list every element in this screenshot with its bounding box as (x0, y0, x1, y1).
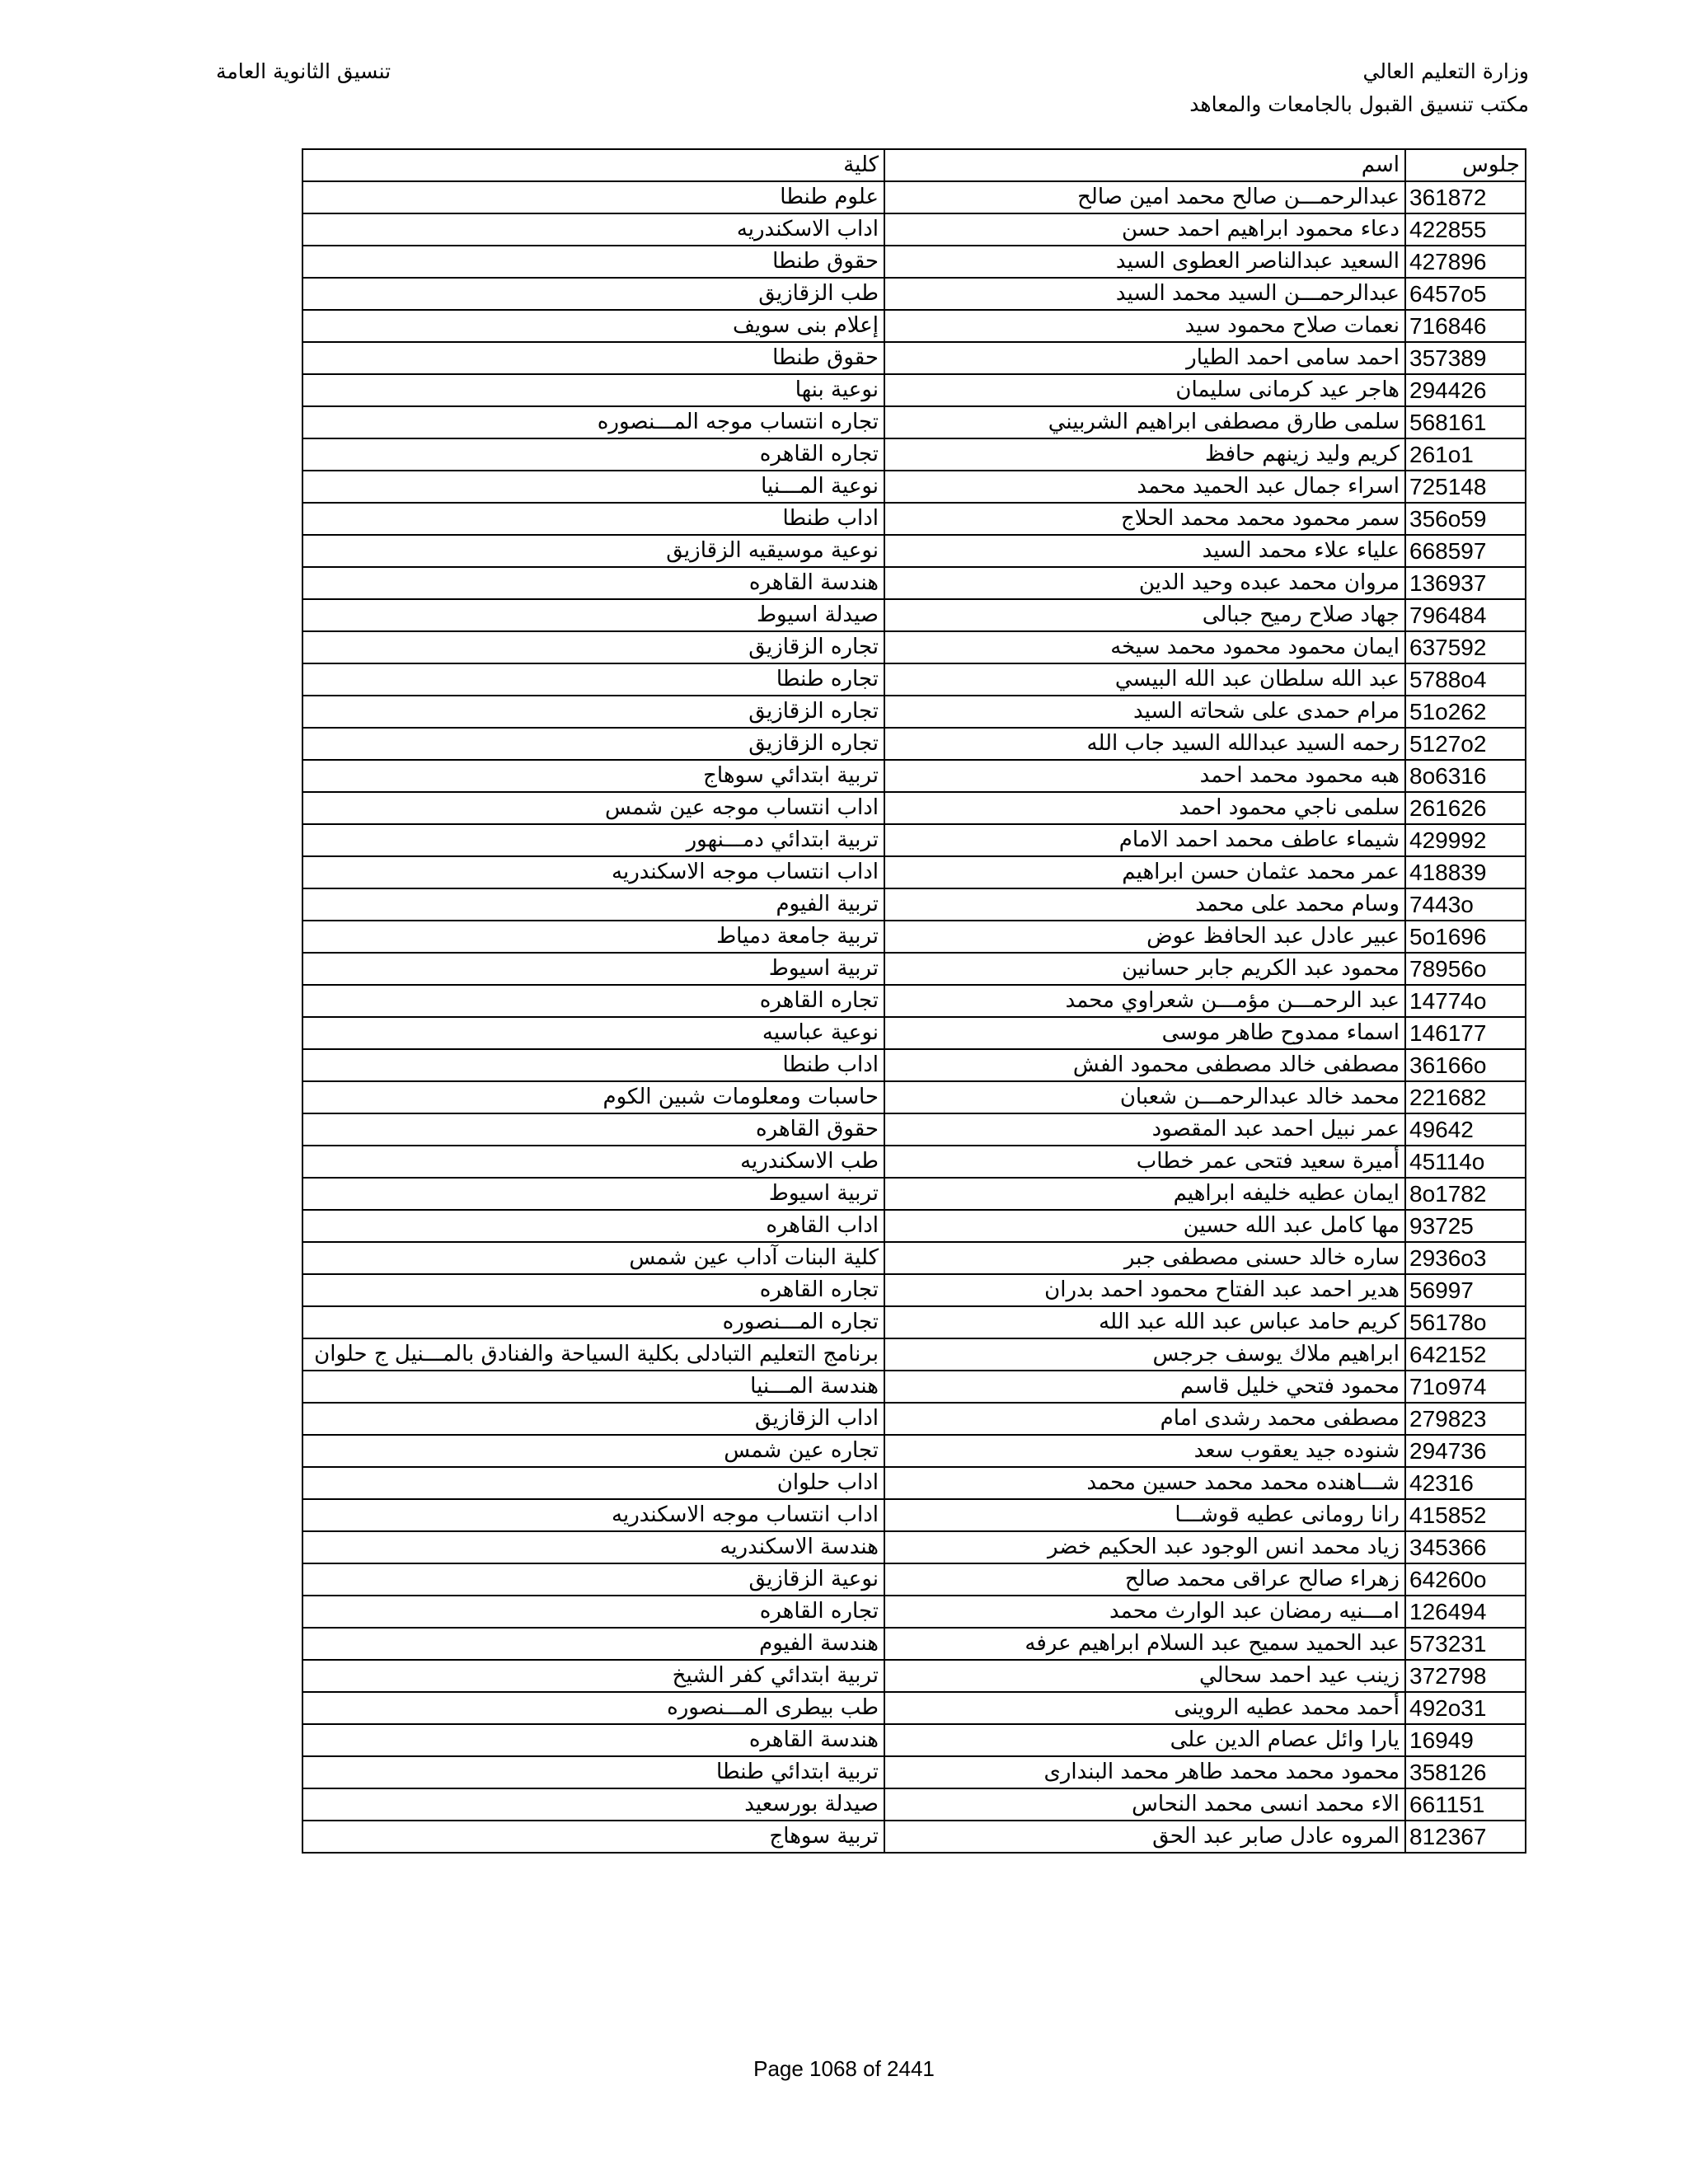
ministry-title: وزارة التعليم العالي (1362, 59, 1529, 83)
table-row (302, 213, 1526, 246)
table-row (302, 438, 1526, 471)
faculty-cell: تجاره انتساب موجه المـــنصوره (302, 406, 884, 438)
name-cell: كريم حامد عباس عبد الله عبد الله (884, 1306, 1405, 1338)
name-cell: مرام حمدى على شحاته السيد (884, 696, 1405, 728)
seat-number-cell: 2936o3 (1405, 1242, 1526, 1274)
table-row (302, 246, 1526, 278)
name-cell: السعيد عبدالناصر العطوى السيد (884, 246, 1405, 278)
seat-number-cell: 261626 (1405, 792, 1526, 824)
seat-number-cell: 427896 (1405, 246, 1526, 278)
faculty-cell: نوعية بنها (302, 374, 884, 406)
faculty-cell: صيدلة اسيوط (302, 599, 884, 631)
name-cell: مروان محمد عبده وحيد الدين (884, 567, 1405, 599)
seat-number-cell: 279823 (1405, 1403, 1526, 1435)
column-header-name: اسم (884, 149, 1405, 181)
seat-number-cell: 136937 (1405, 567, 1526, 599)
faculty-cell: تجاره القاهره (302, 985, 884, 1017)
seat-number-cell: 429992 (1405, 824, 1526, 856)
name-cell: امـــنيه رمضان عبد الوارث محمد (884, 1596, 1405, 1628)
table-row (302, 1821, 1526, 1853)
seat-number-cell: 357389 (1405, 342, 1526, 374)
seat-number-cell: 725148 (1405, 471, 1526, 503)
name-cell: يارا وائل عصام الدين على (884, 1724, 1405, 1756)
faculty-cell: تربية سوهاج (302, 1821, 884, 1853)
table-row (302, 631, 1526, 663)
seat-number-cell: 492o31 (1405, 1692, 1526, 1724)
faculty-cell: اداب الاسكندريه (302, 213, 884, 246)
seat-number-cell: 56178o (1405, 1306, 1526, 1338)
table-header-row (302, 149, 1526, 181)
name-cell: اسماء ممدوح طاهر موسى (884, 1017, 1405, 1049)
seat-number-cell: 5127o2 (1405, 728, 1526, 760)
table-row (302, 1306, 1526, 1338)
seat-number-cell: 716846 (1405, 310, 1526, 342)
faculty-cell: نوعية الزقازيق (302, 1563, 884, 1596)
faculty-cell: تجاره طنطا (302, 663, 884, 696)
seat-number-cell: 372798 (1405, 1660, 1526, 1692)
table-row (302, 760, 1526, 792)
seat-number-cell: 568161 (1405, 406, 1526, 438)
seat-number-cell: 668597 (1405, 535, 1526, 567)
faculty-cell: تجاره الزقازيق (302, 696, 884, 728)
table-row (302, 406, 1526, 438)
faculty-cell: طب الزقازيق (302, 278, 884, 310)
faculty-cell: تجاره عين شمس (302, 1435, 884, 1467)
seat-number-cell: 345366 (1405, 1531, 1526, 1563)
name-cell: المروه عادل صابر عبد الحق (884, 1821, 1405, 1853)
name-cell: ساره خالد حسنى مصطفى جبر (884, 1242, 1405, 1274)
column-header-faculty: كلية (302, 149, 884, 181)
name-cell: وسام محمد على محمد (884, 888, 1405, 921)
faculty-cell: اداب الزقازيق (302, 1403, 884, 1435)
name-cell: رانا رومانى عطيه قوشـــا (884, 1499, 1405, 1531)
faculty-cell: تربية الفيوم (302, 888, 884, 921)
name-cell: نعمات صلاح محمود سيد (884, 310, 1405, 342)
seat-number-cell: 8o6316 (1405, 760, 1526, 792)
name-cell: سلمى طارق مصطفى ابراهيم الشربيني (884, 406, 1405, 438)
seat-number-cell: 45114o (1405, 1146, 1526, 1178)
name-cell: ابراهيم ملاك يوسف جرجس (884, 1338, 1405, 1371)
table-body (302, 181, 1526, 1853)
table-row (302, 1371, 1526, 1403)
name-cell: شيماء عاطف محمد احمد الامام (884, 824, 1405, 856)
table-row (302, 503, 1526, 535)
seat-number-cell: 56997 (1405, 1274, 1526, 1306)
seat-number-cell: 221682 (1405, 1081, 1526, 1113)
table-row (302, 1081, 1526, 1113)
seat-number-cell: 637592 (1405, 631, 1526, 663)
seat-number-cell: 16949 (1405, 1724, 1526, 1756)
faculty-cell: تجاره المـــنصوره (302, 1306, 884, 1338)
faculty-cell: كلية البنات آداب عين شمس (302, 1242, 884, 1274)
name-cell: هاجر عيد كرمانى سليمان (884, 374, 1405, 406)
seat-number-cell: 71o974 (1405, 1371, 1526, 1403)
seat-number-cell: 64260o (1405, 1563, 1526, 1596)
table-row (302, 535, 1526, 567)
table-row (302, 663, 1526, 696)
table-row (302, 921, 1526, 953)
table-row (302, 953, 1526, 985)
results-table (302, 148, 1526, 1854)
faculty-cell: اداب انتساب موجه الاسكندريه (302, 856, 884, 888)
name-cell: ايمان محمود محمود محمد سيخه (884, 631, 1405, 663)
seat-number-cell: 294736 (1405, 1435, 1526, 1467)
faculty-cell: اداب انتساب موجه الاسكندريه (302, 1499, 884, 1531)
faculty-cell: هندسة الفيوم (302, 1628, 884, 1660)
table-row (302, 1531, 1526, 1563)
name-cell: مصطفى محمد رشدى امام (884, 1403, 1405, 1435)
name-cell: عبير عادل عبد الحافظ عوض (884, 921, 1405, 953)
faculty-cell: تربية ابتدائي طنطا (302, 1756, 884, 1788)
table-row (302, 1788, 1526, 1821)
seat-number-cell: 573231 (1405, 1628, 1526, 1660)
name-cell: زياد محمد انس الوجود عبد الحكيم خضر (884, 1531, 1405, 1563)
faculty-cell: برنامج التعليم التبادلى بكلية السياحة والفنادق بالمـــنيل ج حلوان (302, 1338, 884, 1371)
table-row (302, 1435, 1526, 1467)
faculty-cell: علوم طنطا (302, 181, 884, 213)
seat-number-cell: 5o1696 (1405, 921, 1526, 953)
seat-number-cell: 361872 (1405, 181, 1526, 213)
seat-number-cell: 126494 (1405, 1596, 1526, 1628)
seat-number-cell: 422855 (1405, 213, 1526, 246)
faculty-cell: حقوق طنطا (302, 246, 884, 278)
table-row (302, 1017, 1526, 1049)
name-cell: محمود محمد محمد طاهر محمد البندارى (884, 1756, 1405, 1788)
faculty-cell: هندسة الاسكندريه (302, 1531, 884, 1563)
column-header-id: جلوس (1405, 149, 1526, 181)
name-cell: كريم وليد زينهم حافظ (884, 438, 1405, 471)
faculty-cell: تجاره القاهره (302, 438, 884, 471)
faculty-cell: إعلام بنى سويف (302, 310, 884, 342)
table-row (302, 1242, 1526, 1274)
table-row (302, 792, 1526, 824)
seat-number-cell: 93725 (1405, 1210, 1526, 1242)
table-row (302, 1210, 1526, 1242)
name-cell: عبد الله سلطان عبد الله البيسي (884, 663, 1405, 696)
faculty-cell: اداب القاهره (302, 1210, 884, 1242)
faculty-cell: طب بيطرى المـــنصوره (302, 1692, 884, 1724)
name-cell: مصطفى خالد مصطفى محمود الفش (884, 1049, 1405, 1081)
name-cell: زينب عيد احمد سحالي (884, 1660, 1405, 1692)
faculty-cell: طب الاسكندريه (302, 1146, 884, 1178)
seat-number-cell: 796484 (1405, 599, 1526, 631)
faculty-cell: اداب طنطا (302, 1049, 884, 1081)
faculty-cell: اداب طنطا (302, 503, 884, 535)
name-cell: اسراء جمال عبد الحميد محمد (884, 471, 1405, 503)
table-row (302, 278, 1526, 310)
faculty-cell: تربية ابتدائي كفر الشيخ (302, 1660, 884, 1692)
name-cell: أميرة سعيد فتحى عمر خطاب (884, 1146, 1405, 1178)
name-cell: عبد الحميد سميح عبد السلام ابراهيم عرفه (884, 1628, 1405, 1660)
name-cell: عبد الرحمـــن مؤمـــن شعراوي محمد (884, 985, 1405, 1017)
seat-number-cell: 36166o (1405, 1049, 1526, 1081)
faculty-cell: نوعية المـــنيا (302, 471, 884, 503)
name-cell: احمد سامى احمد الطيار (884, 342, 1405, 374)
table-row (302, 1563, 1526, 1596)
table-row (302, 471, 1526, 503)
name-cell: شنوده جيد يعقوب سعد (884, 1435, 1405, 1467)
faculty-cell: نوعية عباسيه (302, 1017, 884, 1049)
name-cell: جهاد صلاح رميح جبالى (884, 599, 1405, 631)
table-row (302, 1660, 1526, 1692)
faculty-cell: تربية اسيوط (302, 1178, 884, 1210)
seat-number-cell: 6457o5 (1405, 278, 1526, 310)
faculty-cell: نوعية موسيقيه الزقازيق (302, 535, 884, 567)
faculty-cell: تجاره القاهره (302, 1596, 884, 1628)
table-row (302, 824, 1526, 856)
faculty-cell: تجاره الزقازيق (302, 631, 884, 663)
seat-number-cell: 51o262 (1405, 696, 1526, 728)
faculty-cell: تجاره الزقازيق (302, 728, 884, 760)
name-cell: محمود عبد الكريم جابر حسانين (884, 953, 1405, 985)
table-row (302, 888, 1526, 921)
table-row (302, 1692, 1526, 1724)
table-row (302, 310, 1526, 342)
table-row (302, 1724, 1526, 1756)
table-row (302, 696, 1526, 728)
coordination-title: تنسيق الثانوية العامة (216, 59, 392, 83)
seat-number-cell: 49642 (1405, 1113, 1526, 1146)
seat-number-cell: 661151 (1405, 1788, 1526, 1821)
table-row (302, 1499, 1526, 1531)
table-row (302, 856, 1526, 888)
seat-number-cell: 358126 (1405, 1756, 1526, 1788)
seat-number-cell: 642152 (1405, 1338, 1526, 1371)
faculty-cell: صيدلة بورسعيد (302, 1788, 884, 1821)
name-cell: زهراء صالح عراقى محمد صالح (884, 1563, 1405, 1596)
table-row (302, 1146, 1526, 1178)
table-row (302, 1756, 1526, 1788)
faculty-cell: هندسة القاهره (302, 567, 884, 599)
table-row (302, 1049, 1526, 1081)
seat-number-cell: 146177 (1405, 1017, 1526, 1049)
table-row (302, 567, 1526, 599)
seat-number-cell: 415852 (1405, 1499, 1526, 1531)
faculty-cell: اداب حلوان (302, 1467, 884, 1499)
name-cell: محمود فتحي خليل قاسم (884, 1371, 1405, 1403)
seat-number-cell: 356o59 (1405, 503, 1526, 535)
table-row (302, 181, 1526, 213)
name-cell: رحمه السيد عبدالله السيد جاب الله (884, 728, 1405, 760)
name-cell: الاء محمد انسى محمد النحاس (884, 1788, 1405, 1821)
name-cell: سمر محمود محمد محمد الحلاج (884, 503, 1405, 535)
faculty-cell: هندسة المـــنيا (302, 1371, 884, 1403)
name-cell: علياء علاء محمد السيد (884, 535, 1405, 567)
office-title: مكتب تنسيق القبول بالجامعات والمعاهد (1189, 92, 1529, 116)
page-number: Page 1068 of 2441 (753, 2056, 935, 2081)
seat-number-cell: 42316 (1405, 1467, 1526, 1499)
name-cell: محمد خالد عبدالرحمـــن شعبان (884, 1081, 1405, 1113)
table-row (302, 599, 1526, 631)
table-row (302, 1113, 1526, 1146)
faculty-cell: تجاره القاهره (302, 1274, 884, 1306)
faculty-cell: حقوق القاهره (302, 1113, 884, 1146)
table-row (302, 1274, 1526, 1306)
seat-number-cell: 812367 (1405, 1821, 1526, 1853)
name-cell: سلمى ناجي محمود احمد (884, 792, 1405, 824)
name-cell: عمر نبيل احمد عبد المقصود (884, 1113, 1405, 1146)
table-row (302, 1467, 1526, 1499)
table-row (302, 374, 1526, 406)
faculty-cell: حاسبات ومعلومات شبين الكوم (302, 1081, 884, 1113)
seat-number-cell: 294426 (1405, 374, 1526, 406)
name-cell: شـــاهنده محمد محمد حسين محمد (884, 1467, 1405, 1499)
name-cell: عبدالرحمـــن السيد محمد السيد (884, 278, 1405, 310)
name-cell: أحمد محمد عطيه الروينى (884, 1692, 1405, 1724)
faculty-cell: تربية ابتدائي دمـــنهور (302, 824, 884, 856)
faculty-cell: اداب انتساب موجه عين شمس (302, 792, 884, 824)
table-row (302, 985, 1526, 1017)
table-row (302, 1403, 1526, 1435)
seat-number-cell: 5788o4 (1405, 663, 1526, 696)
name-cell: عمر محمد عثمان حسن ابراهيم (884, 856, 1405, 888)
name-cell: مها كامل عبد الله حسين (884, 1210, 1405, 1242)
table-row (302, 1596, 1526, 1628)
name-cell: عبدالرحمـــن صالح محمد امين صالح (884, 181, 1405, 213)
faculty-cell: حقوق طنطا (302, 342, 884, 374)
seat-number-cell: 14774o (1405, 985, 1526, 1017)
name-cell: هبه محمود محمد احمد (884, 760, 1405, 792)
name-cell: هدير احمد عبد الفتاح محمود احمد بدران (884, 1274, 1405, 1306)
name-cell: دعاء محمود ابراهيم احمد حسن (884, 213, 1405, 246)
faculty-cell: تربية جامعة دمياط (302, 921, 884, 953)
name-cell: ايمان عطيه خليفه ابراهيم (884, 1178, 1405, 1210)
table-row (302, 1178, 1526, 1210)
faculty-cell: تربية ابتدائي سوهاج (302, 760, 884, 792)
faculty-cell: تربية اسيوط (302, 953, 884, 985)
seat-number-cell: 261o1 (1405, 438, 1526, 471)
seat-number-cell: 8o1782 (1405, 1178, 1526, 1210)
seat-number-cell: 78956o (1405, 953, 1526, 985)
table-row (302, 342, 1526, 374)
seat-number-cell: 418839 (1405, 856, 1526, 888)
faculty-cell: هندسة القاهره (302, 1724, 884, 1756)
table-row (302, 1628, 1526, 1660)
seat-number-cell: 7443o (1405, 888, 1526, 921)
table-row (302, 728, 1526, 760)
table-row (302, 1338, 1526, 1371)
